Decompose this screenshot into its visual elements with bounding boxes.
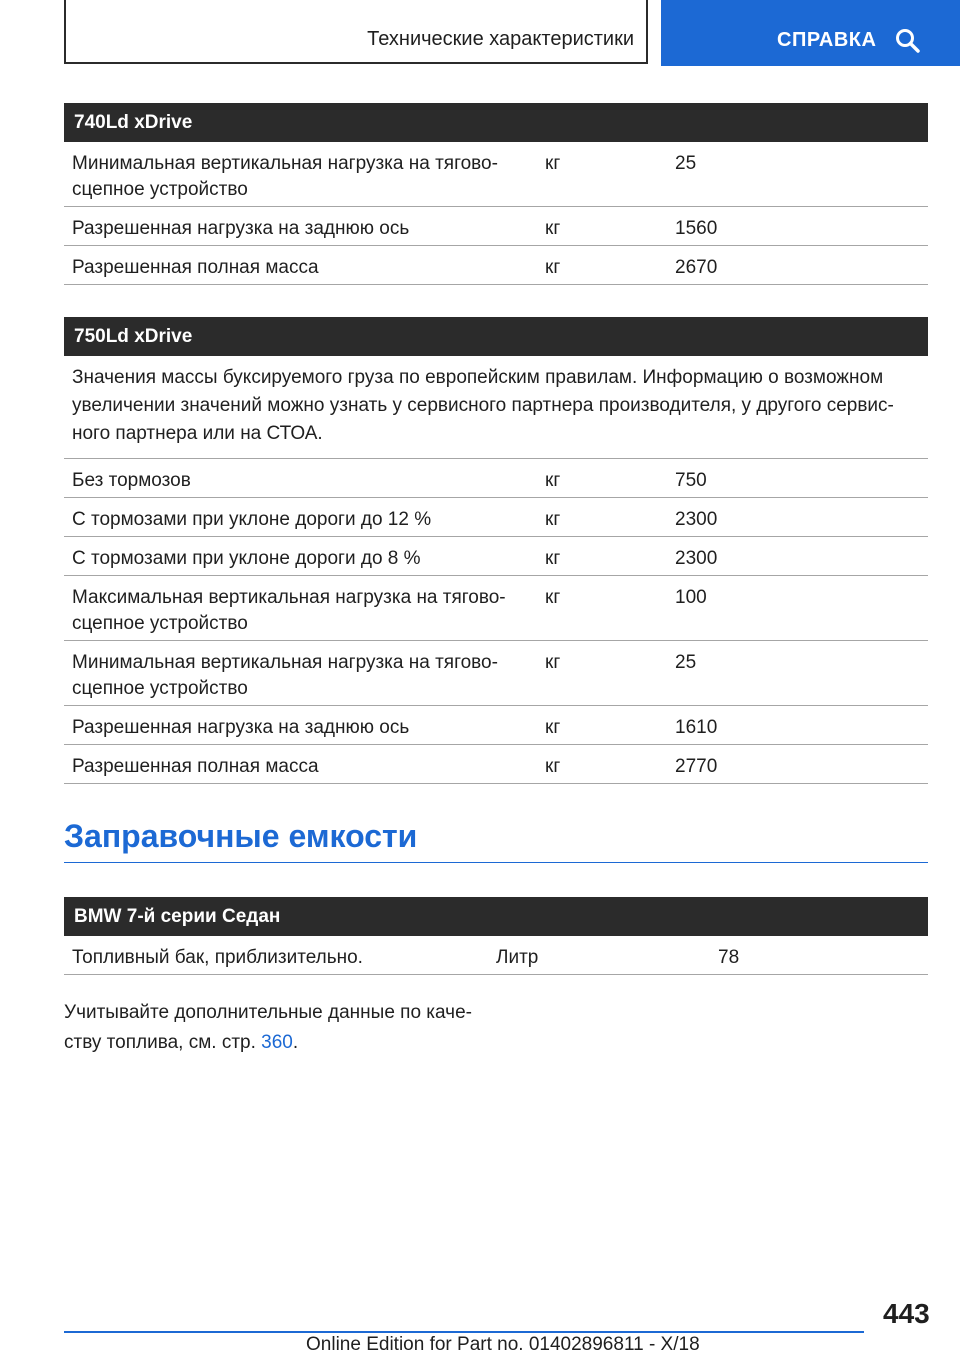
table-row	[64, 207, 928, 246]
note-end: .	[292, 1032, 299, 1053]
row-label: Разрешенная полная масса	[72, 257, 319, 278]
table-note: Значения массы буксируемого груза по европейским правилам. Информацию о возможном увеличении значений можно узнать у сервисного партнера производителя, у другого сервисного партнера или на СТОА.	[64, 356, 928, 459]
row-unit: Литр	[496, 947, 539, 968]
row-label: Максимальная вертикальная нагрузка на тягово-сцепное устройство	[72, 587, 506, 634]
header-title: Технические характеристики	[367, 28, 634, 50]
row-unit: кг	[545, 153, 561, 174]
row-value: 2670	[675, 257, 718, 278]
edition-text: Online Edition for Part no. 01402896811 - X/18	[306, 1334, 700, 1355]
row-value: 2300	[675, 548, 718, 569]
row-label: Разрешенная полная масса	[72, 756, 319, 777]
table-heading: 750Ld xDrive	[64, 317, 928, 356]
row-label: С тормозами при уклоне дороги до 8 %	[72, 548, 421, 569]
search-icon	[895, 28, 921, 54]
row-unit: кг	[545, 652, 561, 673]
row-unit: кг	[545, 587, 561, 608]
row-unit: кг	[545, 548, 561, 569]
header-title-box	[64, 0, 648, 64]
table-row	[64, 936, 928, 975]
table-row	[64, 576, 928, 641]
row-value: 1610	[675, 717, 718, 738]
row-unit: кг	[545, 756, 561, 777]
row-label: Минимальная вертикальная нагрузка на тягово-сцепное устройство	[72, 652, 498, 699]
table-row	[64, 498, 928, 537]
row-label: Минимальная вертикальная нагрузка на тягово-сцепное устройство	[72, 153, 498, 200]
note-text: Учитывайте дополнительные данные по качеству топлива, см. стр.	[64, 1002, 472, 1053]
page-number: 443	[883, 1298, 930, 1329]
row-value: 78	[718, 947, 740, 968]
row-label: Топливный бак, приблизительно.	[72, 947, 363, 968]
row-unit: кг	[545, 257, 561, 278]
row-unit: кг	[545, 218, 561, 239]
section-divider	[64, 862, 928, 863]
table-row	[64, 745, 928, 784]
row-value: 25	[675, 652, 697, 673]
fuel-table	[64, 897, 928, 975]
row-unit: кг	[545, 470, 561, 491]
help-label: СПРАВКА	[777, 29, 877, 51]
table-row	[64, 246, 928, 285]
row-label: Разрешенная нагрузка на заднюю ось	[72, 218, 410, 239]
spec-table-750ld	[64, 317, 928, 784]
footer-divider	[64, 1331, 864, 1333]
row-value: 2300	[675, 509, 718, 530]
page-link[interactable]: 360	[261, 1032, 293, 1053]
spec-table-740ld	[64, 103, 928, 285]
row-value: 100	[675, 587, 707, 608]
row-label: Разрешенная нагрузка на заднюю ось	[72, 717, 410, 738]
table-row	[64, 537, 928, 576]
table-row	[64, 459, 928, 498]
row-label: С тормозами при уклоне дороги до 12 %	[72, 509, 432, 530]
row-value: 1560	[675, 218, 718, 239]
table-row	[64, 641, 928, 706]
row-unit: кг	[545, 717, 561, 738]
row-value: 2770	[675, 756, 718, 777]
row-value: 25	[675, 153, 697, 174]
fuel-quality-note	[64, 998, 484, 1058]
row-unit: кг	[545, 509, 561, 530]
table-heading: BMW 7-й серии Седан	[64, 897, 928, 936]
table-heading: 740Ld xDrive	[64, 103, 928, 142]
table-row	[64, 142, 928, 207]
table-row	[64, 706, 928, 745]
section-title: Заправочные емкости	[64, 818, 418, 854]
help-tab[interactable]	[661, 0, 960, 66]
row-label: Без тормозов	[72, 470, 191, 491]
row-value: 750	[675, 470, 707, 491]
